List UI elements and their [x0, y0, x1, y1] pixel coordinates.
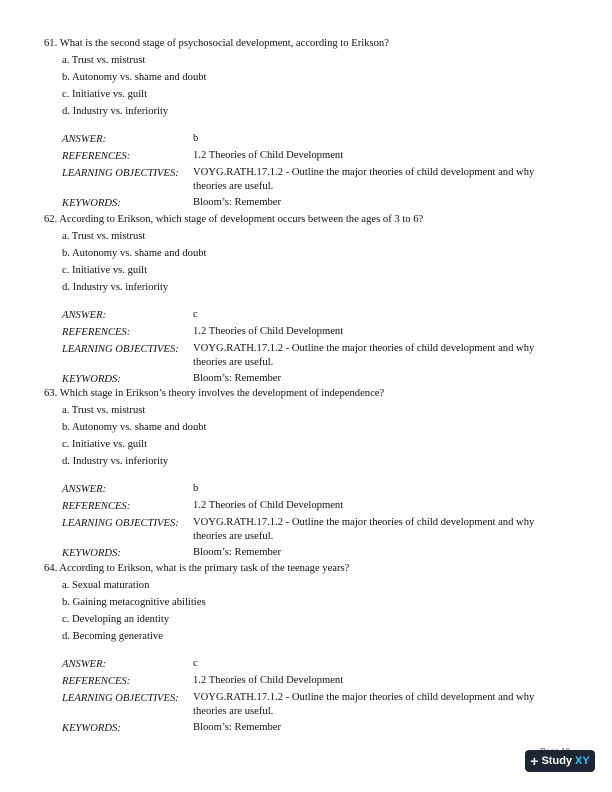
option-list — [62, 52, 564, 120]
learning-objectives-row — [62, 342, 564, 370]
answer-row — [62, 308, 564, 323]
answer-value: c — [193, 309, 198, 320]
keywords-row — [62, 196, 564, 211]
answer-option: d. Industry vs. inferiority — [62, 282, 169, 293]
answer-option: b. Gaining metacognitive abilities — [62, 597, 206, 608]
learning-objectives-row — [62, 516, 564, 544]
answer-row — [62, 132, 564, 147]
answer-option: d. Industry vs. inferiority — [62, 456, 169, 467]
learning-objectives-value: VOYG.RATH.17.1.2 - Outline the major theories of child development and why theories are useful. — [193, 692, 535, 717]
answer-value: c — [193, 658, 198, 669]
answer-label: ANSWER: — [62, 134, 107, 145]
learning-objectives-value: VOYG.RATH.17.1.2 - Outline the major theories of child development and why theories are useful. — [193, 167, 535, 192]
question-block — [44, 561, 564, 738]
learning-objectives-label: LEARNING OBJECTIVES: — [62, 518, 179, 529]
answer-option: d. Becoming generative — [62, 631, 163, 642]
question-metadata — [62, 657, 564, 736]
references-value: 1.2 Theories of Child Development — [193, 500, 344, 511]
references-label: REFERENCES: — [62, 501, 131, 512]
references-label: REFERENCES: — [62, 327, 131, 338]
learning-objectives-label: LEARNING OBJECTIVES: — [62, 168, 179, 179]
question-metadata — [62, 132, 564, 211]
references-row — [62, 499, 564, 514]
option-list — [62, 228, 564, 296]
question-stem: 63. Which stage in Erikson’s theory involves the development of independence? — [44, 388, 385, 399]
answer-row — [62, 482, 564, 497]
answer-label: ANSWER: — [62, 659, 107, 670]
answer-label: ANSWER: — [62, 310, 107, 321]
answer-option: c. Developing an identity — [62, 614, 170, 625]
learning-objectives-label: LEARNING OBJECTIVES: — [62, 344, 179, 355]
answer-option: a. Trust vs. mistrust — [62, 231, 146, 242]
answer-value: b — [193, 133, 199, 144]
references-row — [62, 149, 564, 164]
references-row — [62, 674, 564, 689]
answer-option: c. Initiative vs. guilt — [62, 265, 148, 276]
brand-prefix: Study — [541, 754, 573, 767]
references-value: 1.2 Theories of Child Development — [193, 675, 344, 686]
keywords-row — [62, 546, 564, 561]
brand-suffix: XY — [575, 754, 590, 767]
answer-option: a. Sexual maturation — [62, 580, 150, 591]
keywords-label: KEYWORDS: — [62, 548, 121, 559]
keywords-row — [62, 372, 564, 387]
answer-option: b. Autonomy vs. shame and doubt — [62, 72, 207, 83]
answer-option: c. Initiative vs. guilt — [62, 439, 148, 450]
keywords-row — [62, 721, 564, 736]
learning-objectives-label: LEARNING OBJECTIVES: — [62, 693, 179, 704]
option-list — [62, 577, 564, 645]
references-label: REFERENCES: — [62, 676, 131, 687]
question-stem: 62. According to Erikson, which stage of development occurs between the ages of 3 to 6? — [44, 214, 424, 225]
learning-objectives-value: VOYG.RATH.17.1.2 - Outline the major theories of child development and why theories are useful. — [193, 343, 535, 368]
question-metadata — [62, 308, 564, 387]
keywords-value: Bloom’s: Remember — [193, 722, 281, 733]
question-block — [44, 212, 564, 389]
question-metadata — [62, 482, 564, 561]
answer-option: b. Autonomy vs. shame and doubt — [62, 422, 207, 433]
learning-objectives-row — [62, 691, 564, 719]
learning-objectives-row — [62, 166, 564, 194]
question-block — [44, 36, 564, 213]
answer-option: a. Trust vs. mistrust — [62, 405, 146, 416]
answer-option: d. Industry vs. inferiority — [62, 106, 169, 117]
question-stem: 64. According to Erikson, what is the primary task of the teenage years? — [44, 563, 350, 574]
answer-row — [62, 657, 564, 672]
keywords-value: Bloom’s: Remember — [193, 373, 281, 384]
answer-option: c. Initiative vs. guilt — [62, 89, 148, 100]
answer-value: b — [193, 483, 199, 494]
keywords-label: KEYWORDS: — [62, 723, 121, 734]
references-label: REFERENCES: — [62, 151, 131, 162]
references-row — [62, 325, 564, 340]
option-list — [62, 402, 564, 470]
keywords-value: Bloom’s: Remember — [193, 197, 281, 208]
keywords-value: Bloom’s: Remember — [193, 547, 281, 558]
question-stem: 61. What is the second stage of psychosocial development, according to Erikson? — [44, 38, 389, 49]
references-value: 1.2 Theories of Child Development — [193, 326, 344, 337]
answer-option: b. Autonomy vs. shame and doubt — [62, 248, 207, 259]
plus-icon: + — [530, 752, 539, 769]
question-block — [44, 386, 564, 563]
keywords-label: KEYWORDS: — [62, 374, 121, 385]
references-value: 1.2 Theories of Child Development — [193, 150, 344, 161]
answer-option: a. Trust vs. mistrust — [62, 55, 146, 66]
studyxy-badge[interactable] — [525, 750, 595, 772]
answer-label: ANSWER: — [62, 484, 107, 495]
learning-objectives-value: VOYG.RATH.17.1.2 - Outline the major theories of child development and why theories are useful. — [193, 517, 535, 542]
keywords-label: KEYWORDS: — [62, 198, 121, 209]
